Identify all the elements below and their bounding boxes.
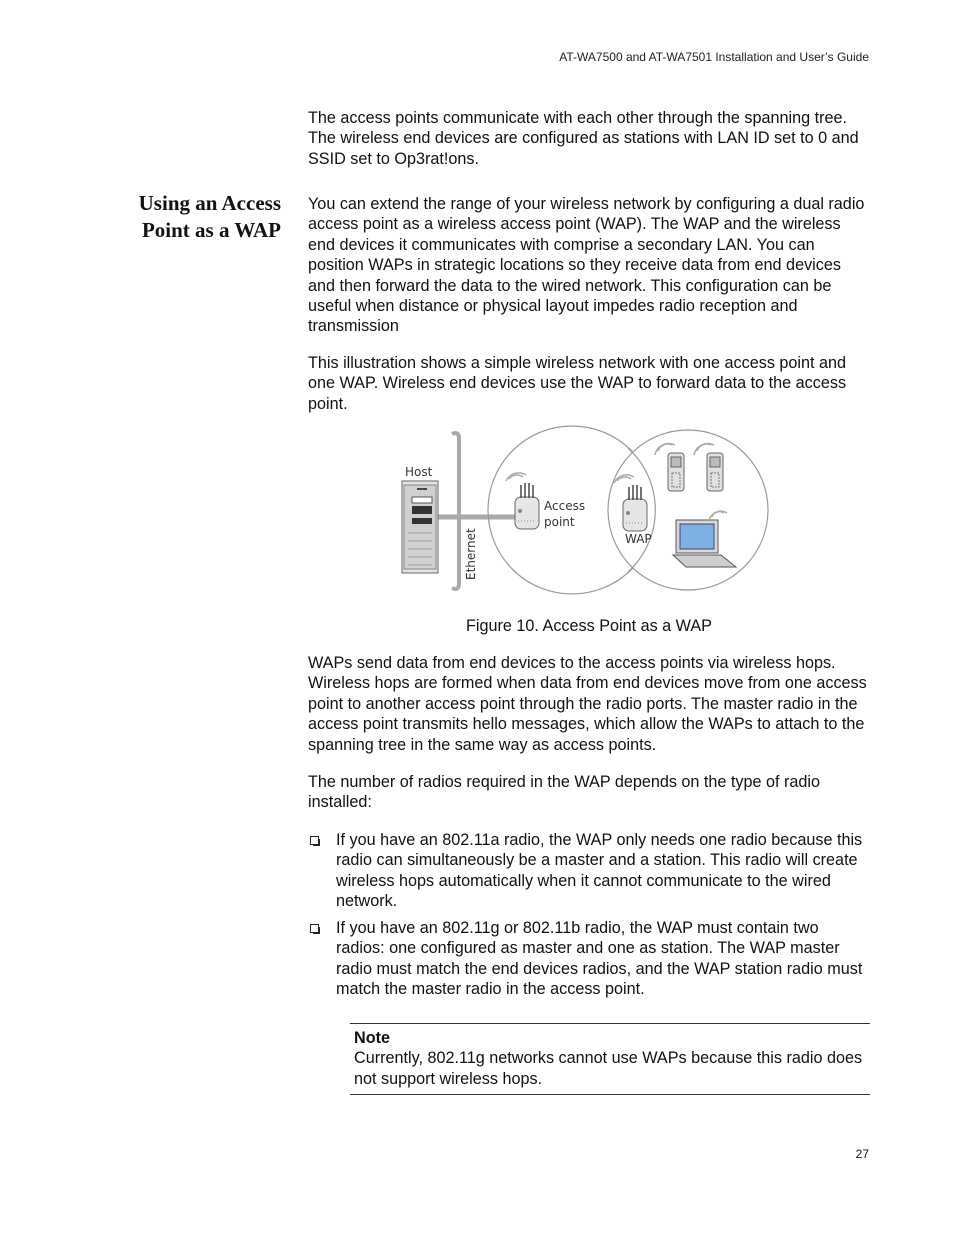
checkbox-bullet-icon: [310, 836, 319, 845]
after-figure-paragraph-2: The number of radios required in the WAP depends on the type of radio installed:: [308, 773, 821, 812]
point-label: point: [544, 515, 575, 529]
section-heading: Using an Access Point as a WAP: [138, 191, 281, 242]
intro-paragraph: The access points communicate with each other through the spanning tree. The wireless end devices are configured as stations with LAN ID set to 0 and SSID set to Op3rat!ons.: [308, 109, 859, 168]
ethernet-line: [452, 433, 459, 589]
network-figure: [390, 425, 775, 600]
running-header: AT-WA7500 and AT-WA7501 Installation and User’s Guide: [559, 50, 869, 64]
bullet-item: [308, 830, 870, 912]
section-paragraph-2: This illustration shows a simple wireless network with one access point and one WAP. Wireless end devices use the WAP to forward data to the access point.: [308, 354, 847, 413]
page-number: 27: [855, 1147, 869, 1161]
bullet-text: If you have an 802.11g or 802.11b radio, the WAP must contain two radios: one configured as master and one as station. The WAP master radio must match the end devices radios, and the WAP station radio must match the master radio in the access point.: [336, 919, 863, 999]
note-title: Note: [354, 1029, 390, 1047]
access-label: Access: [544, 499, 586, 513]
host-label: Host: [405, 465, 433, 479]
note-box: [350, 1023, 870, 1095]
bullet-item: [308, 918, 870, 1000]
section-paragraph-1: You can extend the range of your wireless network by configuring a dual radio access point as a wireless access point (WAP). The WAP and the wireless end devices it communicates with comprise a secondary LAN. You can position WAPs in strategic locations so they receive data from end devices and then forward the data to the wired network. This configuration can be useful when distance or physical layout impedes radio reception and transmission: [308, 195, 865, 336]
bullet-text: If you have an 802.11a radio, the WAP only needs one radio because this radio can simultaneously be a master and a station. This radio will create wireless hops automatically when it cannot communicate to the wired network.: [336, 831, 863, 911]
after-figure-paragraph-1: WAPs send data from end devices to the access points via wireless hops. Wireless hops are formed when data from end devices move from one access point to another access point through the radio ports. The master radio in the access point transmits hello messages, which allow the WAPs to attach to the spanning tree in the same way as access points.: [308, 654, 867, 754]
access-point-device-icon: [506, 473, 539, 529]
wap-label: WAP: [625, 532, 652, 546]
network-diagram: [390, 425, 775, 600]
checkbox-bullet-icon: [310, 924, 319, 933]
ethernet-label: Ethernet: [464, 528, 478, 580]
figure-caption: Figure 10. Access Point as a WAP: [466, 617, 712, 635]
note-text: Currently, 802.11g networks cannot use WAPs because this radio does not support wireless hops.: [354, 1049, 863, 1088]
host-server-icon: [402, 481, 438, 573]
